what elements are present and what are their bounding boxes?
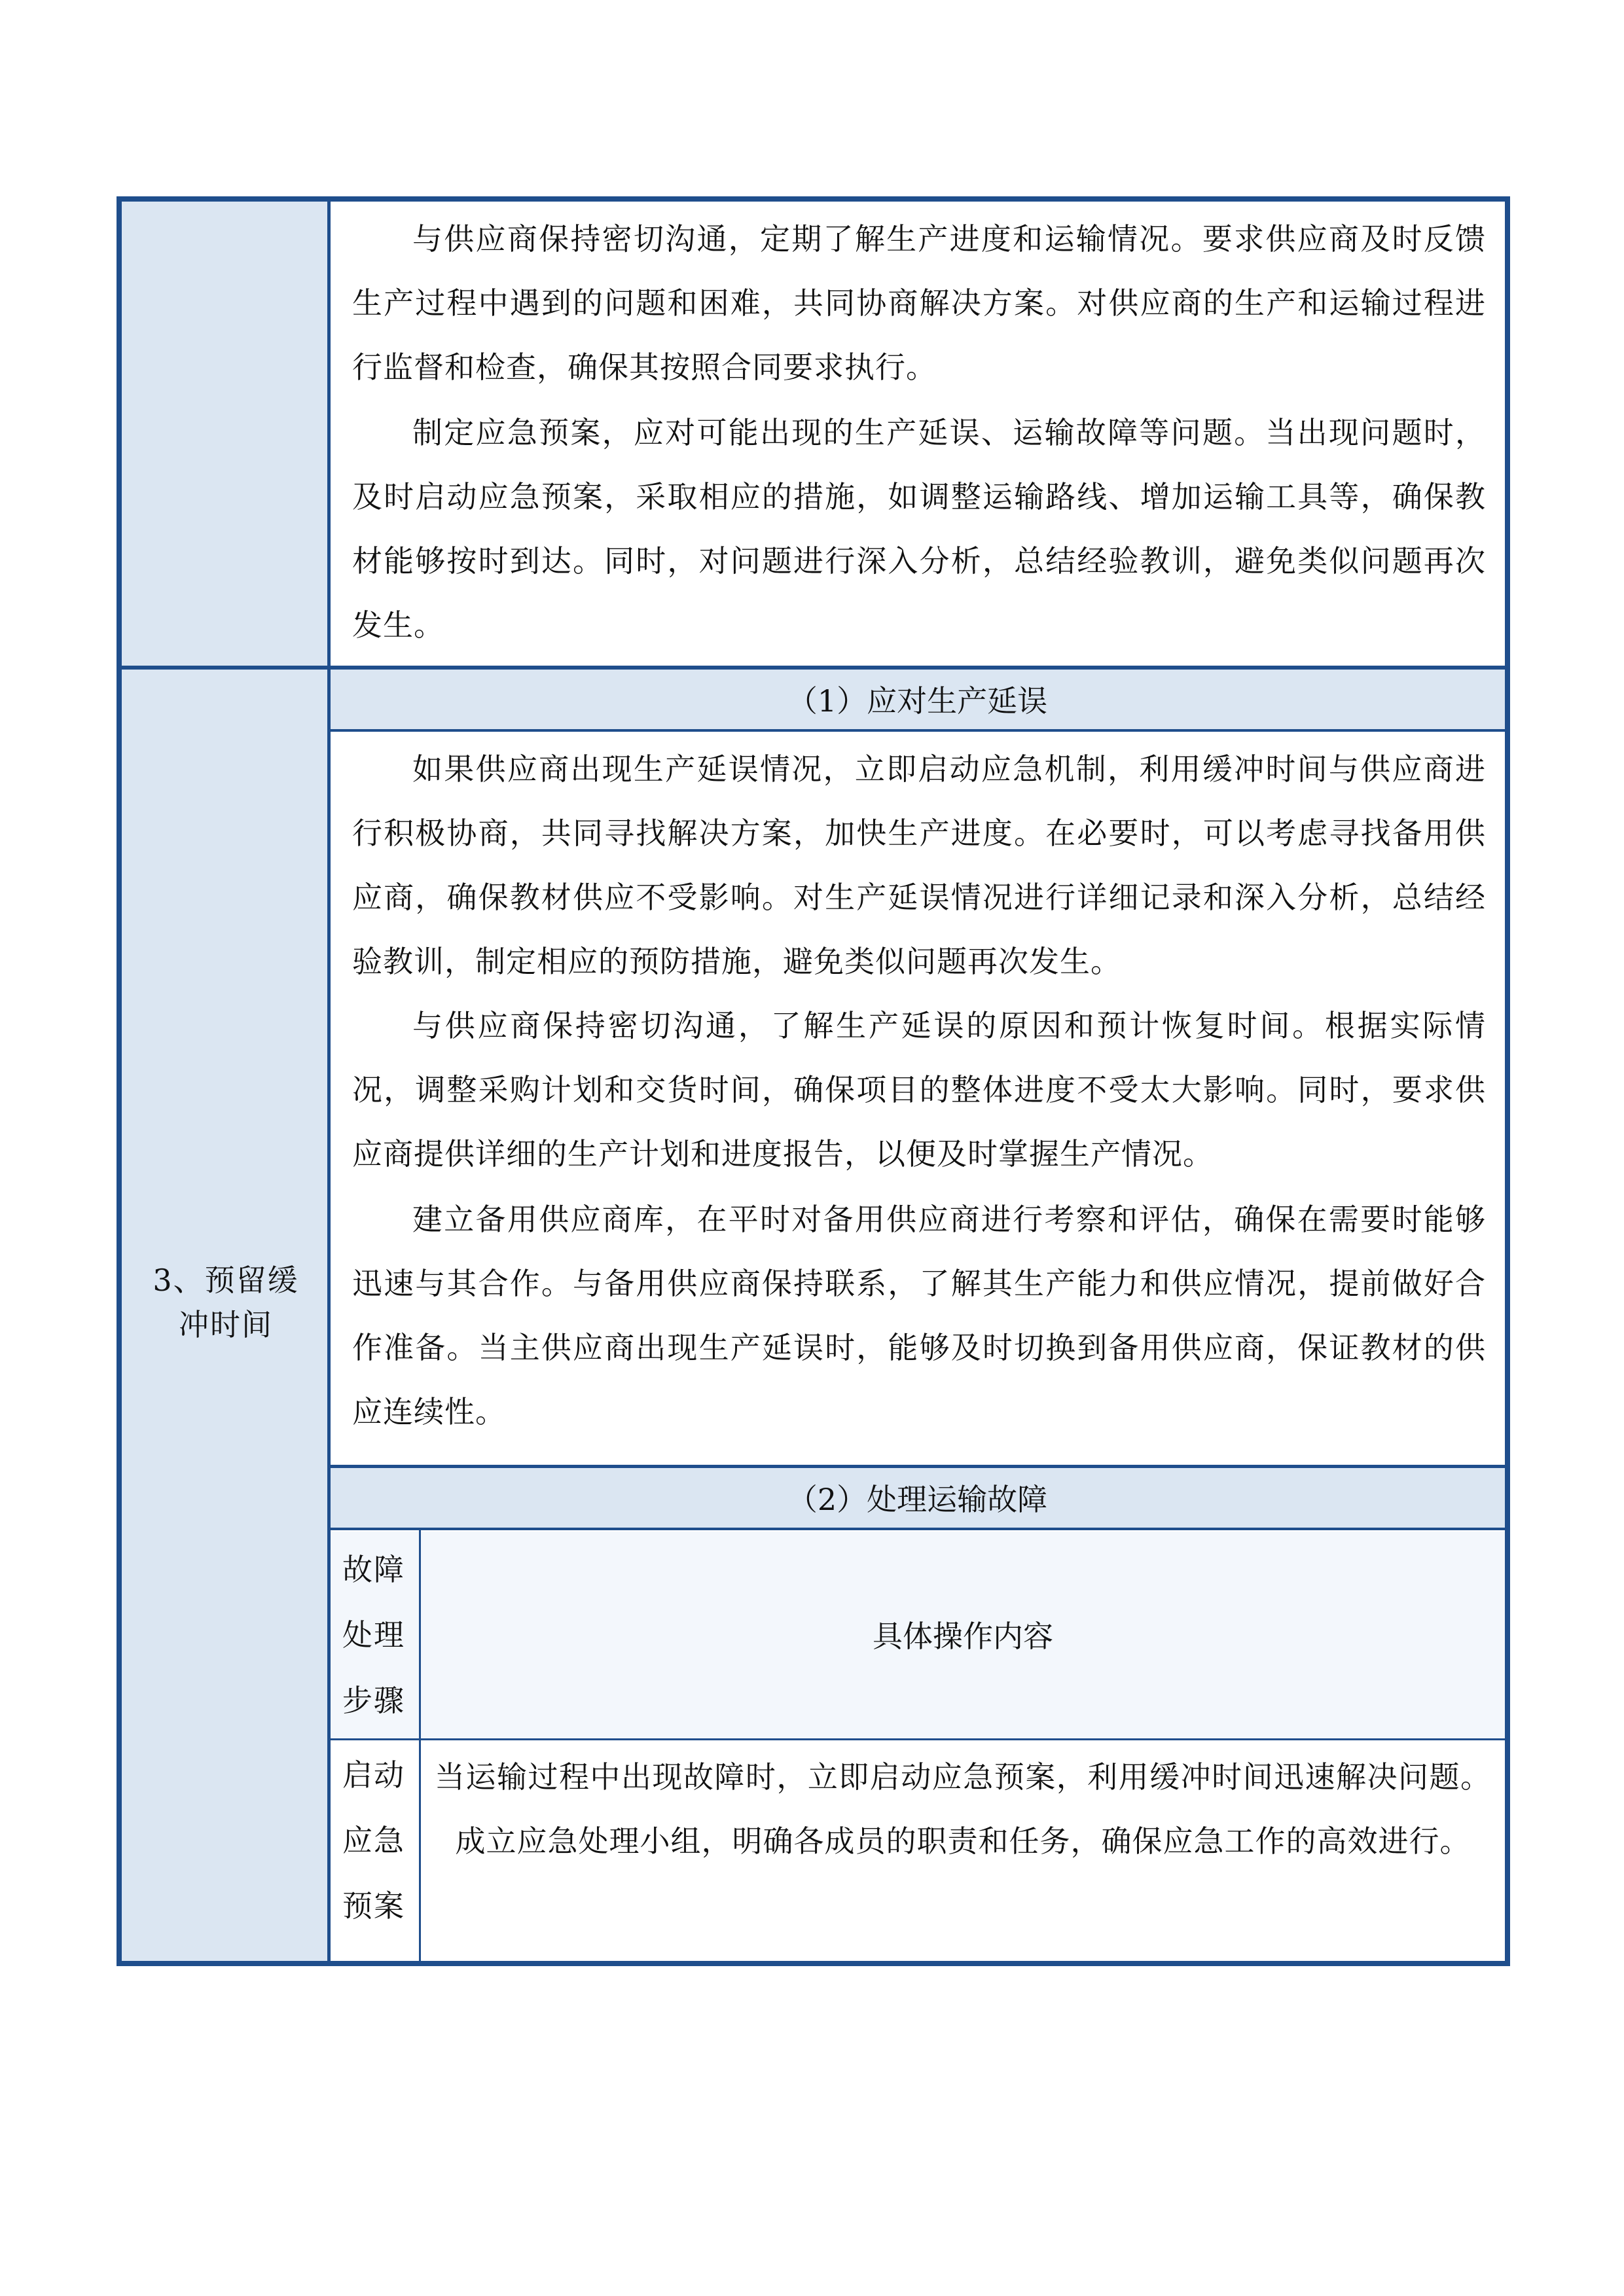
- table-row-content: 当运输过程中出现故障时，立即启动应急预案，利用缓冲时间迅速解决问题。成立应急处理小组，明确各成员的职责和任务，确保应急工作的高效进行。: [435, 1759, 1491, 1859]
- sub1-paragraph-1: 如果供应商出现生产延误情况，立即启动应急机制，利用缓冲时间与供应商进行积极协商，共同寻找解决方案，加快生产进度。在必要时，可以考虑寻找备用供应商，确保教材供应不受影响。对生产延误情况进行详细记录和深入分析，总结经验教训，制定相应的预防措施，避免类似问题再次发生。: [352, 751, 1486, 979]
- table-header-step: 故障处理步骤: [342, 1552, 405, 1718]
- top-paragraph-1: 与供应商保持密切沟通，定期了解生产进度和运输情况。要求供应商及时反馈生产过程中遇到的问题和困难，共同协商解决方案。对供应商的生产和运输过程进行监督和检查，确保其按照合同要求执行。: [352, 221, 1486, 385]
- section-3-label: 3、预留缓冲时间: [153, 1263, 299, 1342]
- sub1-title-divider: [330, 729, 1510, 732]
- inner-table-header-divider: [330, 1738, 1510, 1740]
- table-row-step: 启动应急预案: [342, 1757, 405, 1924]
- sub2-title: （2）处理运输故障: [787, 1482, 1048, 1517]
- sub1-title: （1）应对生产延误: [787, 683, 1048, 719]
- sub1-paragraph-3: 建立备用供应商库，在平时对备用供应商进行考察和评估，确保在需要时能够迅速与其合作。与备用供应商保持联系，了解其生产能力和供应情况，提前做好合作准备。当主供应商出现生产延误时，能够及时切换到备用供应商，保证教材的供应连续性。: [352, 1202, 1486, 1429]
- top-paragraph-2: 制定应急预案，应对可能出现的生产延误、运输故障等问题。当出现问题时，及时启动应急预案，采取相应的措施，如调整运输路线、增加运输工具等，确保教材能够按时到达。同时，对问题进行深入分析，总结经验教训，避免类似问题再次发生。: [352, 415, 1486, 643]
- left-column-divider: [327, 196, 331, 1966]
- sub1-paragraph-2: 与供应商保持密切沟通，了解生产延误的原因和预计恢复时间。根据实际情况，调整采购计划和交货时间，确保项目的整体进度不受太大影响。同时，要求供应商提供详细的生产计划和进度报告，以便及时掌握生产情况。: [352, 1008, 1486, 1172]
- table-header-content: 具体操作内容: [873, 1619, 1053, 1654]
